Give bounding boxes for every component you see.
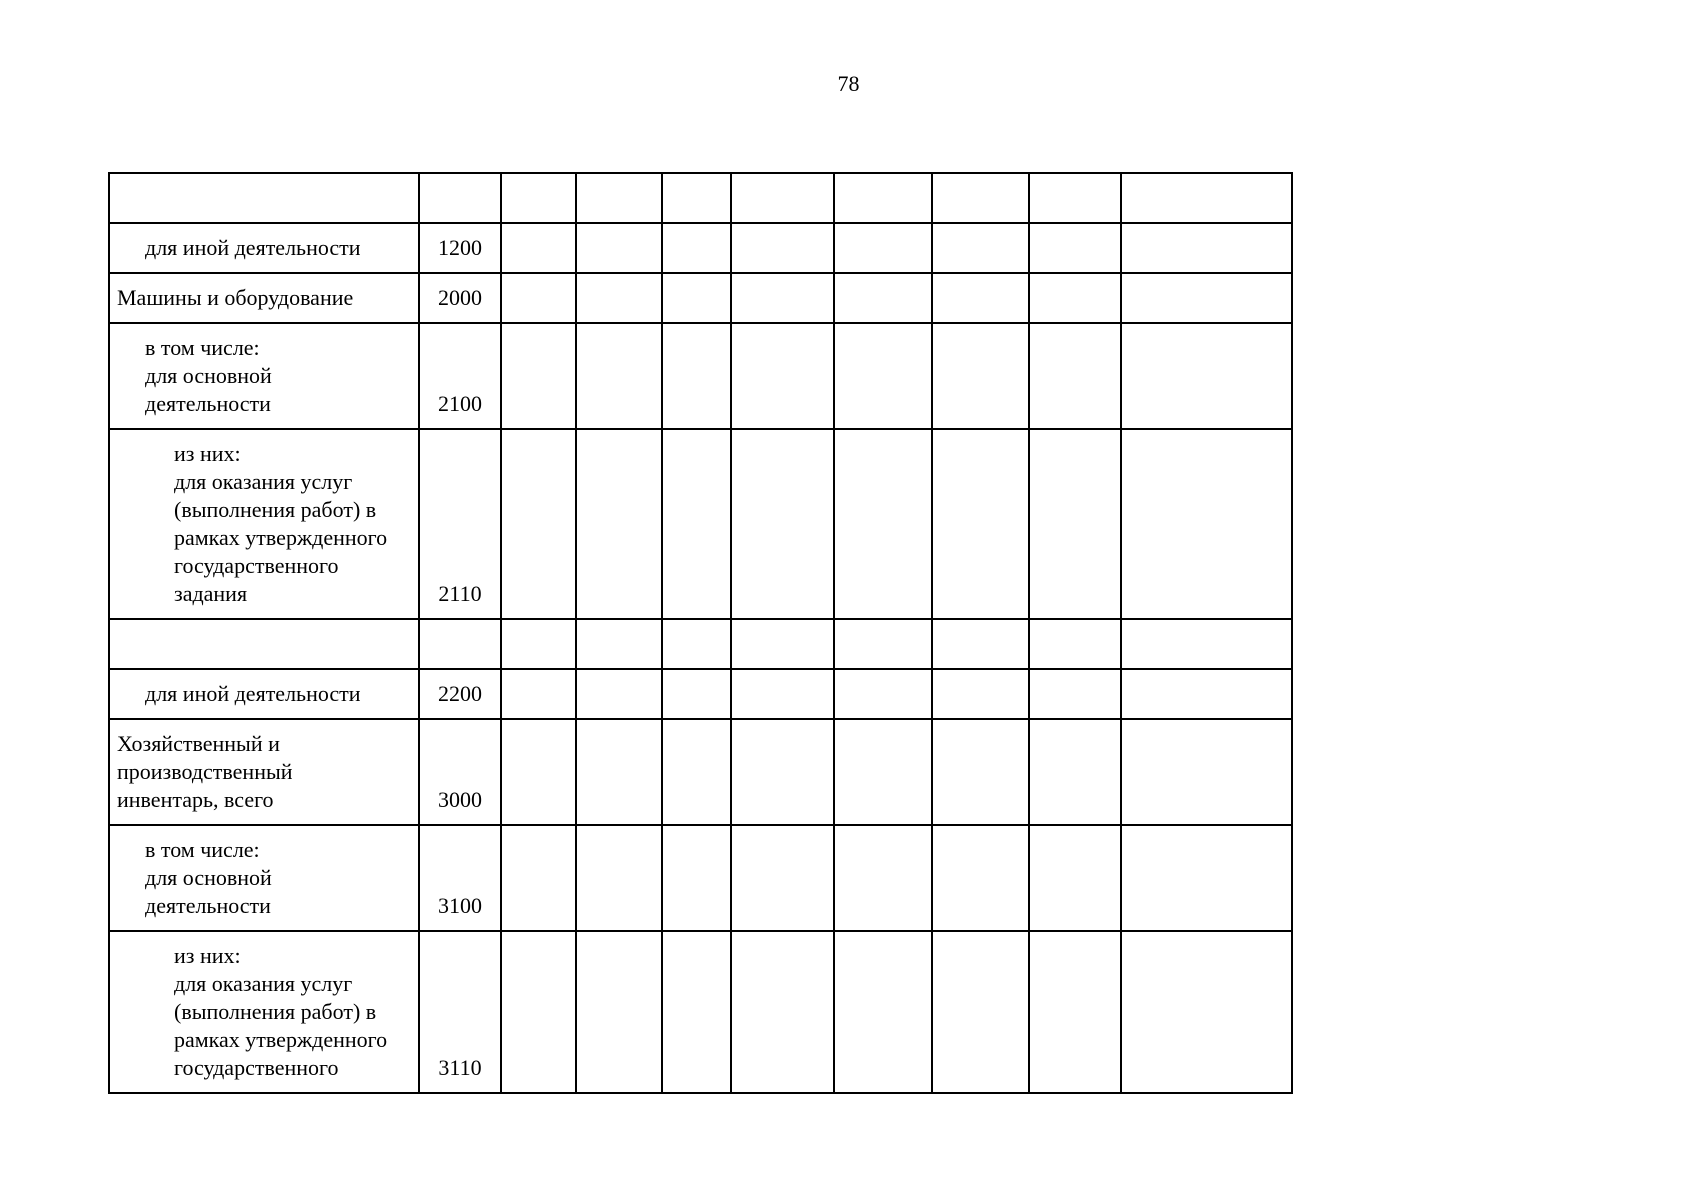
row-name-cell — [109, 273, 419, 323]
empty-value-cell — [1121, 669, 1292, 719]
empty-value-cell — [932, 931, 1029, 1093]
empty-value-cell — [731, 825, 834, 931]
row-code-cell — [419, 825, 501, 931]
row-code — [420, 212, 500, 222]
table-row — [109, 619, 1292, 669]
row-name: в том числе: для основной деятельности — [145, 335, 272, 416]
empty-value-cell — [932, 719, 1029, 825]
empty-value-cell — [1121, 825, 1292, 931]
empty-value-cell — [731, 173, 834, 223]
row-name: Хозяйственный и производственный инвентарь, всего — [117, 731, 293, 812]
empty-value-cell — [662, 223, 731, 273]
empty-value-cell — [662, 323, 731, 429]
table-row — [109, 323, 1292, 429]
table-body — [109, 173, 1292, 1093]
empty-value-cell — [662, 429, 731, 619]
empty-value-cell — [501, 173, 576, 223]
empty-value-cell — [662, 273, 731, 323]
table-row — [109, 669, 1292, 719]
empty-value-cell — [731, 323, 834, 429]
empty-value-cell — [576, 273, 662, 323]
empty-value-cell — [576, 719, 662, 825]
row-name: из них: для оказания услуг (выполнения работ) в рамках утвержденного государственного задания — [174, 441, 388, 606]
row-code-cell — [419, 669, 501, 719]
empty-value-cell — [662, 173, 731, 223]
empty-value-cell — [576, 825, 662, 931]
empty-value-cell — [576, 429, 662, 619]
empty-value-cell — [1029, 619, 1121, 669]
row-name — [110, 212, 418, 222]
row-code — [420, 658, 500, 668]
empty-value-cell — [1121, 429, 1292, 619]
row-name: в том числе: для основной деятельности — [145, 837, 272, 918]
empty-value-cell — [932, 669, 1029, 719]
empty-value-cell — [731, 931, 834, 1093]
empty-value-cell — [1029, 719, 1121, 825]
empty-value-cell — [834, 273, 932, 323]
row-code: 2110 — [438, 581, 482, 606]
row-name-cell — [109, 429, 419, 619]
row-name — [110, 658, 418, 668]
empty-value-cell — [1029, 825, 1121, 931]
empty-value-cell — [576, 173, 662, 223]
row-code-cell — [419, 931, 501, 1093]
row-code-cell — [419, 719, 501, 825]
empty-value-cell — [834, 619, 932, 669]
empty-value-cell — [576, 323, 662, 429]
row-name-cell — [109, 223, 419, 273]
empty-value-cell — [834, 825, 932, 931]
empty-value-cell — [1029, 323, 1121, 429]
row-code: 3000 — [438, 787, 482, 812]
empty-value-cell — [932, 173, 1029, 223]
empty-value-cell — [731, 619, 834, 669]
row-name-cell — [109, 931, 419, 1093]
empty-value-cell — [1029, 669, 1121, 719]
empty-value-cell — [501, 429, 576, 619]
empty-value-cell — [834, 931, 932, 1093]
empty-value-cell — [1029, 173, 1121, 223]
row-code: 3110 — [438, 1055, 482, 1080]
empty-value-cell — [932, 273, 1029, 323]
empty-value-cell — [1029, 273, 1121, 323]
row-code-cell — [419, 173, 501, 223]
empty-value-cell — [501, 719, 576, 825]
empty-value-cell — [576, 223, 662, 273]
table-row — [109, 931, 1292, 1093]
empty-value-cell — [834, 719, 932, 825]
empty-value-cell — [662, 931, 731, 1093]
row-code-cell — [419, 619, 501, 669]
empty-value-cell — [834, 323, 932, 429]
table-row — [109, 273, 1292, 323]
row-name-cell — [109, 619, 419, 669]
empty-value-cell — [501, 223, 576, 273]
row-name: для иной деятельности — [145, 681, 361, 706]
empty-value-cell — [1121, 173, 1292, 223]
empty-value-cell — [1121, 719, 1292, 825]
row-name-cell — [109, 719, 419, 825]
row-code: 1200 — [438, 235, 482, 260]
empty-value-cell — [1121, 619, 1292, 669]
row-name-cell — [109, 669, 419, 719]
empty-value-cell — [501, 669, 576, 719]
row-name-cell — [109, 323, 419, 429]
empty-value-cell — [731, 273, 834, 323]
table-row — [109, 825, 1292, 931]
page-number: 78 — [837, 71, 860, 96]
empty-value-cell — [662, 719, 731, 825]
empty-value-cell — [501, 825, 576, 931]
row-code-cell — [419, 429, 501, 619]
empty-value-cell — [576, 669, 662, 719]
empty-value-cell — [731, 669, 834, 719]
empty-value-cell — [932, 223, 1029, 273]
empty-value-cell — [731, 719, 834, 825]
empty-value-cell — [932, 323, 1029, 429]
asset-table — [108, 172, 1293, 1094]
empty-value-cell — [731, 223, 834, 273]
empty-value-cell — [1029, 429, 1121, 619]
empty-value-cell — [1029, 223, 1121, 273]
empty-value-cell — [501, 323, 576, 429]
table-row — [109, 173, 1292, 223]
empty-value-cell — [576, 619, 662, 669]
row-code: 2200 — [438, 681, 482, 706]
empty-value-cell — [501, 619, 576, 669]
row-code: 3100 — [438, 893, 482, 918]
empty-value-cell — [932, 825, 1029, 931]
empty-value-cell — [1121, 223, 1292, 273]
empty-value-cell — [662, 669, 731, 719]
row-code-cell — [419, 323, 501, 429]
row-name: для иной деятельности — [145, 235, 361, 260]
row-code-cell — [419, 223, 501, 273]
empty-value-cell — [662, 619, 731, 669]
row-name-cell — [109, 825, 419, 931]
row-code: 2000 — [438, 285, 482, 310]
empty-value-cell — [834, 669, 932, 719]
table-row — [109, 223, 1292, 273]
table-row — [109, 429, 1292, 619]
empty-value-cell — [834, 223, 932, 273]
row-code: 2100 — [438, 391, 482, 416]
empty-value-cell — [932, 619, 1029, 669]
row-name: Машины и оборудование — [117, 285, 354, 310]
empty-value-cell — [834, 429, 932, 619]
row-code-cell — [419, 273, 501, 323]
empty-value-cell — [1121, 323, 1292, 429]
empty-value-cell — [576, 931, 662, 1093]
empty-value-cell — [1121, 273, 1292, 323]
empty-value-cell — [731, 429, 834, 619]
empty-value-cell — [662, 825, 731, 931]
table-row — [109, 719, 1292, 825]
empty-value-cell — [501, 273, 576, 323]
empty-value-cell — [1029, 931, 1121, 1093]
empty-value-cell — [932, 429, 1029, 619]
empty-value-cell — [1121, 931, 1292, 1093]
empty-value-cell — [834, 173, 932, 223]
row-name-cell — [109, 173, 419, 223]
row-name: из них: для оказания услуг (выполнения работ) в рамках утвержденного государственного — [174, 943, 388, 1080]
empty-value-cell — [501, 931, 576, 1093]
